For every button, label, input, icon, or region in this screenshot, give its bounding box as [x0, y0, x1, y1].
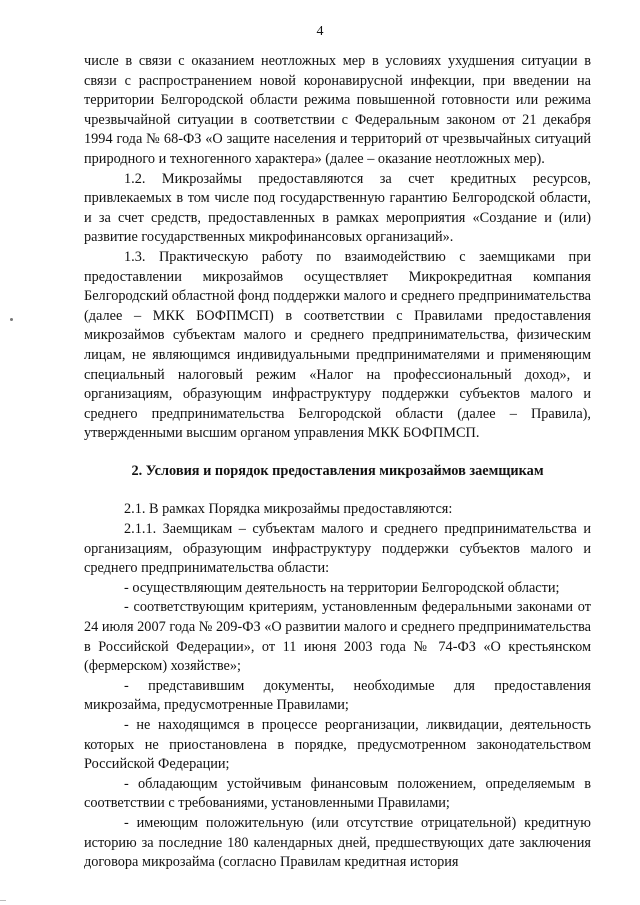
list-item: - не находящимся в процессе реорганизации, ликвидации, деятельность которых не приостановлена в порядке, предусмотренном законодательством Российской Федерации; — [84, 717, 591, 773]
paragraph-1-3: 1.3. Практическую работу по взаимодействию с заемщиками при предоставлении микрозаймов осуществляет Микрокредитная компания Белгородский областной фонд поддержки малого и среднего предпринимательства (далее – МКК БОФПМСП) в соответствии с Правилами предоставления микрозаймов субъектам малого и среднего предпринимательства, физическим лицам, не являющимся индивидуальными предпринимателями и применяющим специальный налоговый режим «Налог на профессиональный доход», и организациям, образующим инфраструктуру поддержки субъектов малого и среднего предпринимательства Белгородской области (далее – Правила), утвержденными высшим органом управления МКК БОФПМСП. — [84, 248, 591, 442]
paragraph-continuation: числе в связи с оказанием неотложных мер в условиях ухудшения ситуации в связи с распространением новой коронавирусной инфекции, при введении на территории Белгородской области режима повышенной готовности или режима чрезвычайной ситуации в соответствии с Федеральным законом от 21 декабря 1994 года № 68-ФЗ «О защите населения и территорий от чрезвычайных ситуаций природного и техногенного характера» (далее – оказание неотложных мер). — [84, 53, 591, 167]
list-item: - представившим документы, необходимые для предоставления микрозайма, предусмотренные Правилами; — [84, 677, 591, 714]
paragraph-2-1: 2.1. В рамках Порядка микрозаймы предоставляются: — [124, 501, 453, 518]
document-body — [84, 52, 591, 873]
page-number: 4 — [316, 24, 324, 39]
list-item: - обладающим устойчивым финансовым положением, определяемым в соответствии с требованиями, установленными Правилами; — [84, 775, 591, 812]
list-item: - соответствующим критериям, установленным федеральными законами от 24 июля 2007 года № 209-ФЗ «О развитии малого и среднего предпринимательства в Российской Федерации», от 11 июня 2003 года № 74-ФЗ «О крестьянском (фермерском) хозяйстве»; — [84, 599, 591, 675]
paragraph-2-1-1: 2.1.1. Заемщикам – субъектам малого и среднего предпринимательства и организациям, образующим инфраструктуру поддержки субъектов малого и среднего предпринимательства области: — [84, 521, 591, 577]
scan-artifact — [10, 318, 13, 321]
list-item: - имеющим положительную (или отсутствие отрицательной) кредитную историю за последние 180 календарных дней, предшествующих дате заключения договора микрозайма (согласно Правилам кредитная история — [84, 814, 591, 871]
scan-edge-line — [0, 900, 6, 901]
paragraph-1-2: 1.2. Микрозаймы предоставляются за счет кредитных ресурсов, привлекаемых в том числе под государственную гарантию Белгородской области, и за счет средств, предоставленных в рамках мероприятия «Создание и (или) развитие государственных микрофинансовых организаций». — [84, 170, 591, 246]
section-heading: 2. Условия и порядок предоставления микрозаймов заемщикам — [131, 462, 544, 479]
list-item: - осуществляющим деятельность на территории Белгородской области; — [124, 579, 560, 596]
